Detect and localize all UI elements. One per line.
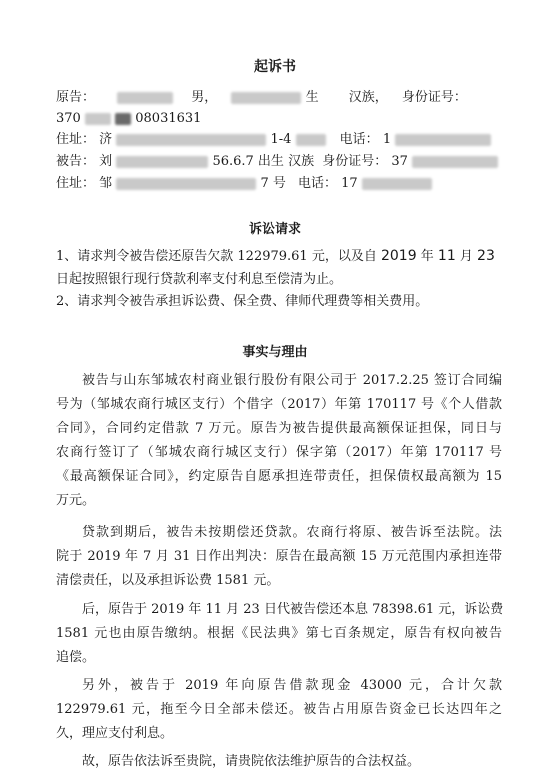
claim-1-text-c: 月 (459, 249, 473, 264)
facts-line: 万元。 (56, 493, 96, 508)
plaintiff-ethnic: 汉族， (348, 90, 388, 105)
claims-heading: 诉讼请求 (248, 222, 301, 237)
claim-1-month: 11 (437, 248, 456, 264)
defendant-address-line (56, 175, 502, 193)
defendant-address-end: 7 号 (260, 176, 286, 191)
facts-line: 清偿责任，以及承担诉讼费 1581 元。 (56, 573, 280, 588)
facts-line: 农商行签订了（邹城农商行城区支行）保字第（2017）年第 170117 号 (56, 445, 502, 460)
plaintiff-address-line (56, 131, 502, 149)
defendant-ethnic: 汉族 (288, 154, 315, 169)
facts-heading: 事实与理由 (242, 345, 308, 360)
facts-line: 故，原告依法诉至贵院，请贵院依法维护原告的合法权益。 (82, 754, 421, 769)
redacted-birthdate (231, 92, 301, 104)
facts-line: 被告与山东邹城农村商业银行股份有限公司于 2017.2.25 签订合同编 (82, 373, 502, 388)
defendant-phone-start: 17 (341, 176, 358, 191)
redacted-address (116, 134, 266, 146)
claim-1-line-2: 日起按照银行现行贷款利率支付利息至偿清为止。 (56, 272, 343, 287)
plaintiff-id-end: 08031631 (135, 111, 202, 126)
plaintiff-address-mid: 1-4 (270, 132, 292, 147)
defendant-id-label: 身份证号： (322, 154, 388, 169)
facts-line: 后，原告于 2019 年 11 月 23 日代被告偿还本息 78398.61 元，诉讼费 (82, 602, 504, 617)
plaintiff-phone-label: 电话： (339, 132, 379, 147)
plaintiff-born: 生 (305, 90, 319, 105)
plaintiff-id-label: 身份证号： (401, 90, 467, 105)
defendant-label: 被告： (56, 154, 96, 169)
redacted-defendant-address (116, 178, 256, 190)
plaintiff-phone-start: 1 (382, 132, 392, 147)
redacted-address-2 (296, 134, 326, 146)
claim-1-day: 23 (477, 248, 495, 264)
plaintiff-id-line (56, 110, 502, 128)
defendant-born: 56.6.7 出生 (212, 154, 284, 169)
plaintiff-line (56, 89, 502, 107)
claim-1-text-a: 1、请求判令被告偿还原告欠款 122979.61 元，以及自 (56, 249, 377, 264)
facts-line: 《最高额保证合同》，约定原告自愿承担连带责任，担保债权最高额为 15 (56, 469, 502, 484)
facts-line: 另外，被告于 2019 年向原告借款现金 43000 元，合计欠款 (82, 678, 502, 693)
redacted-id (85, 113, 111, 125)
facts-line: 合同》，合同约定借款 7 万元。原告为被告提供最高额保证担保，同日与 (56, 421, 502, 436)
plaintiff-gender: 男， (191, 90, 218, 105)
defendant-id-start: 37 (391, 154, 408, 169)
facts-line: 122979.61 元，拖至今日全部未偿还。被告占用原告资金已长达四年之 (56, 702, 502, 717)
facts-line: 追偿。 (56, 650, 96, 665)
redacted-name (117, 92, 173, 104)
claim-1-year: 2019 (380, 248, 417, 264)
defendant-phone-label: 电话： (298, 176, 338, 191)
redacted-defendant-phone (362, 178, 432, 190)
defendant-line (56, 153, 502, 171)
defendant-address-start: 邹 (99, 176, 113, 191)
redacted-defendant-id (412, 156, 498, 168)
defendant-name-start: 刘 (99, 154, 113, 169)
facts-line: 号为（邹城农商行城区支行）个借字（2017）年第 170117 号《个人借款 (56, 397, 502, 412)
facts-line: 1581 元也由原告缴纳。根据《民法典》第七百条规定，原告有权向被告 (56, 626, 502, 641)
claim-1-line-1 (56, 247, 502, 266)
redacted-defendant-name (116, 156, 208, 168)
plaintiff-id-start: 370 (56, 111, 81, 126)
plaintiff-label: 原告： (56, 90, 96, 105)
claim-2: 2、请求判令被告承担诉讼费、保全费、律师代理费等相关费用。 (56, 294, 429, 309)
claim-1-text-b: 年 (420, 249, 434, 264)
facts-line: 贷款到期后，被告未按期偿还贷款。农商行将原、被告诉至法院。法 (82, 525, 502, 540)
document-title: 起诉书 (254, 59, 296, 75)
facts-line: 久，理应支付利息。 (56, 726, 174, 741)
defendant-address-label: 住址： (56, 176, 96, 191)
redacted-phone (395, 134, 491, 146)
plaintiff-address-start: 济 (99, 132, 113, 147)
plaintiff-address-label: 住址： (56, 132, 96, 147)
facts-line: 院于 2019 年 7 月 31 日作出判决：原告在最高额 15 万元范围内承担连带 (56, 549, 502, 564)
redacted-id-dark (115, 113, 131, 125)
